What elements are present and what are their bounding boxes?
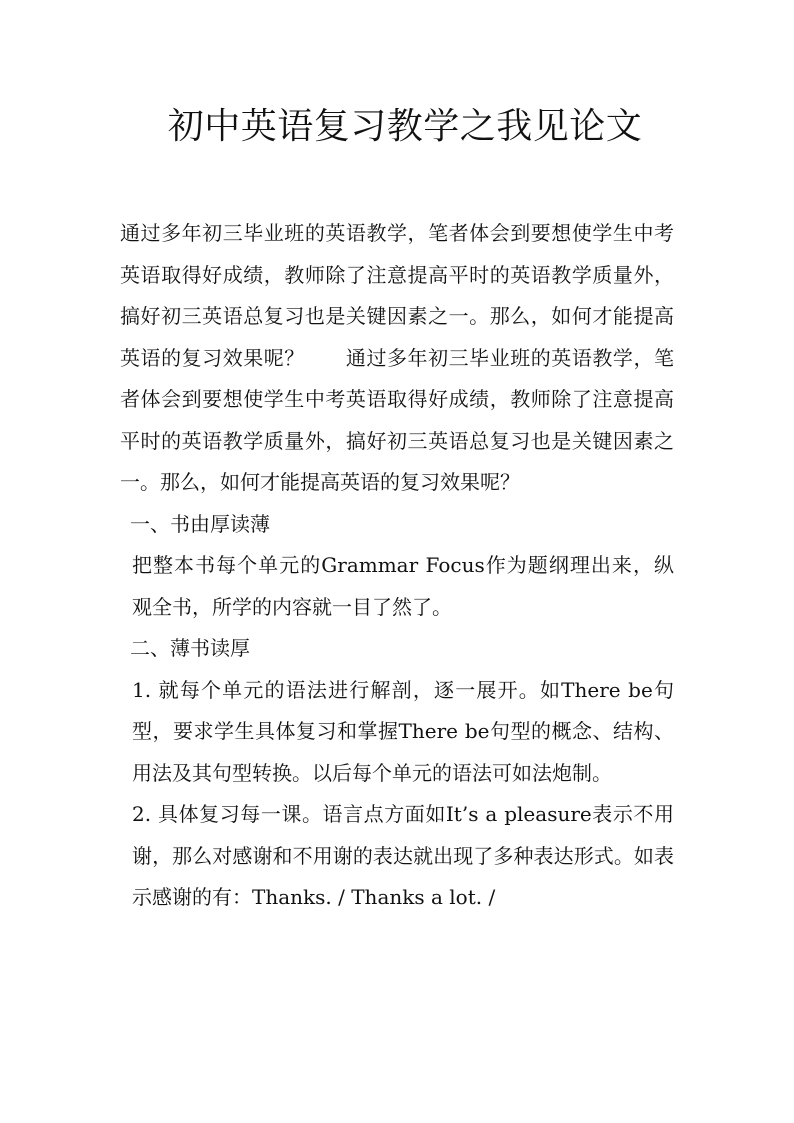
intro-paragraph: 通过多年初三毕业班的英语教学，笔者体会到要想使学生中考英语取得好成绩，教师除了注意提高平时的英语教学质量外，搞好初三英语总复习也是关键因素之一。那么，如何才能提高英语的复习效果呢？ 通过多年初三毕业班的英语教学，笔者体会到要想使学生中考英语取得好成绩，教师除了注意提高平时的英语教学质量外，搞好初三英语总复习也是关键因素之一。那么，如何才能提高英语的复习效果呢？ bbox=[120, 221, 674, 494]
section-2-item-2: 2. 具体复习每一课。语言点方面如It’s a pleasure表示不用谢，那么对感谢和不用谢的表达就出现了多种表达形式。如表示感谢的有：Thanks. / Thanks a lot. / bbox=[132, 802, 674, 909]
section-heading-1: 一、书由厚读薄 bbox=[130, 511, 270, 536]
section-1-paragraph: 把整本书每个单元的Grammar Focus作为题纲理出来，纵观全书，所学的内容就一目了然了。 bbox=[132, 553, 674, 619]
document-title: 初中英语复习教学之我见论文 bbox=[167, 106, 643, 147]
section-heading-2: 二、薄书读厚 bbox=[130, 636, 250, 660]
document-body bbox=[120, 213, 674, 919]
section-2-item-1: 1. 就每个单元的语法进行解剖，逐一展开。如There be句型，要求学生具体复习和掌握There be句型的概念、结构、用法及其句型转换。以后每个单元的语法可如法炮制。 bbox=[132, 677, 674, 785]
